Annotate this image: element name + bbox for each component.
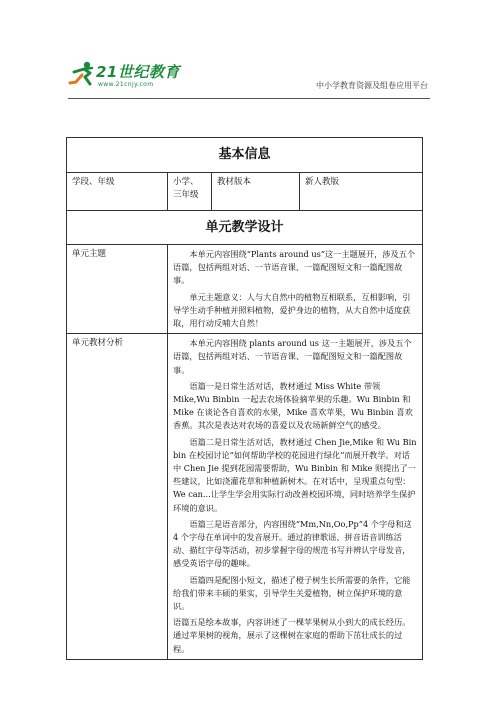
analysis-paragraph: 语篇三是语音部分，内容围绕“Mm,Nn,Oo,Pp”4 个字母和这 4 个字母在单词中的发音展开。通过韵律歌谣、拼音语音训练活动、描红字母等活动，初步掌握字母的规范书写并辨认字母发音，感受英语字母的趣味。 xyxy=(173,518,412,569)
theme-paragraph: 单元主题意义：人与大自然中的植物互相联系，互相影响，引导学生动手种植并照料植物，爱护身边的植物，从大自然中适度获取，用行动反哺大自然！ xyxy=(173,291,411,329)
unit-analysis-label: 单元教材分析 xyxy=(67,334,168,660)
grade-value-line-2: 三年级 xyxy=(173,190,199,201)
analysis-paragraph: 语篇四是配图小短文，描述了橙子树生长所需要的条件，它能给我们带来丰硕的果实，引导学生关爱植物，树立保护环境的意识。 xyxy=(173,574,411,612)
grade-value xyxy=(168,173,212,211)
basic-info-heading: 基本信息 xyxy=(67,138,423,173)
header-slogan: 中小学教育资源及组卷应用平台 xyxy=(316,81,428,90)
analysis-paragraph: 语篇一是日常生活对话，教材通过 Miss White 带领 Mike,Wu Binbin 一起去农场体验摘苹果的乐趣。Wu Binbin 和 Mike 在谈论各自喜欢的水果，Mike 喜欢苹果，Wu Binbin 喜欢香蕉。其次是表达对农场的喜爱以及农场新鲜空气的感受。 xyxy=(173,380,413,431)
analysis-paragraph: 本单元内容围绕 plants around us 这一主题展开，涉及五个语篇，包括两组对话、一节语音课、一篇配图短文和一篇配图故事。 xyxy=(173,338,412,375)
site-logo[interactable] xyxy=(68,58,178,96)
logo-url: www.21cnjy.com xyxy=(98,81,154,88)
lesson-plan-table xyxy=(66,137,423,660)
header-divider xyxy=(68,98,430,99)
analysis-paragraph: 语篇二是日常生活对话，教材通过 Chen Jie,Mike 和 Wu Bin bin 在校园讨论“如何帮助学校的花园进行绿化”而展开教学。对话中 Chen Jie 提到花园需要帮助，Wu Binbin 和 Mike 则提出了一些建议，比如浇灌花草和种植新树木。在对话中，呈现重点句型：We can...让学生学会用实际行动改善校园环境，同时培养学生保护环境的意识。 xyxy=(173,436,417,513)
unit-theme-label: 单元主题 xyxy=(67,245,168,334)
theme-paragraph: 本单元内容围绕“Plants around us”这一主题展开，涉及五个语篇，包括两组对话、一节语音课、一篇配图短文和一篇配图故事。 xyxy=(173,249,416,286)
grade-label: 学段、年级 xyxy=(67,173,168,211)
logo-title: 21世纪教育 xyxy=(96,63,180,81)
unit-design-heading: 单元教学设计 xyxy=(67,211,423,245)
grade-value-line-1: 小学、 xyxy=(173,177,199,187)
unit-theme-content xyxy=(168,245,423,334)
edition-value: 新人教版 xyxy=(300,173,423,211)
unit-analysis-content xyxy=(168,334,423,660)
runner-logo-icon xyxy=(68,60,98,90)
edition-label: 教材版本 xyxy=(212,173,300,211)
page-header xyxy=(0,0,500,120)
analysis-paragraph: 语篇五是绘本故事，内容讲述了一棵苹果树从小到大的成长经历。通过苹果树的视角，展示了这棵树在家庭的帮助下茁壮成长的过程。 xyxy=(173,617,411,654)
